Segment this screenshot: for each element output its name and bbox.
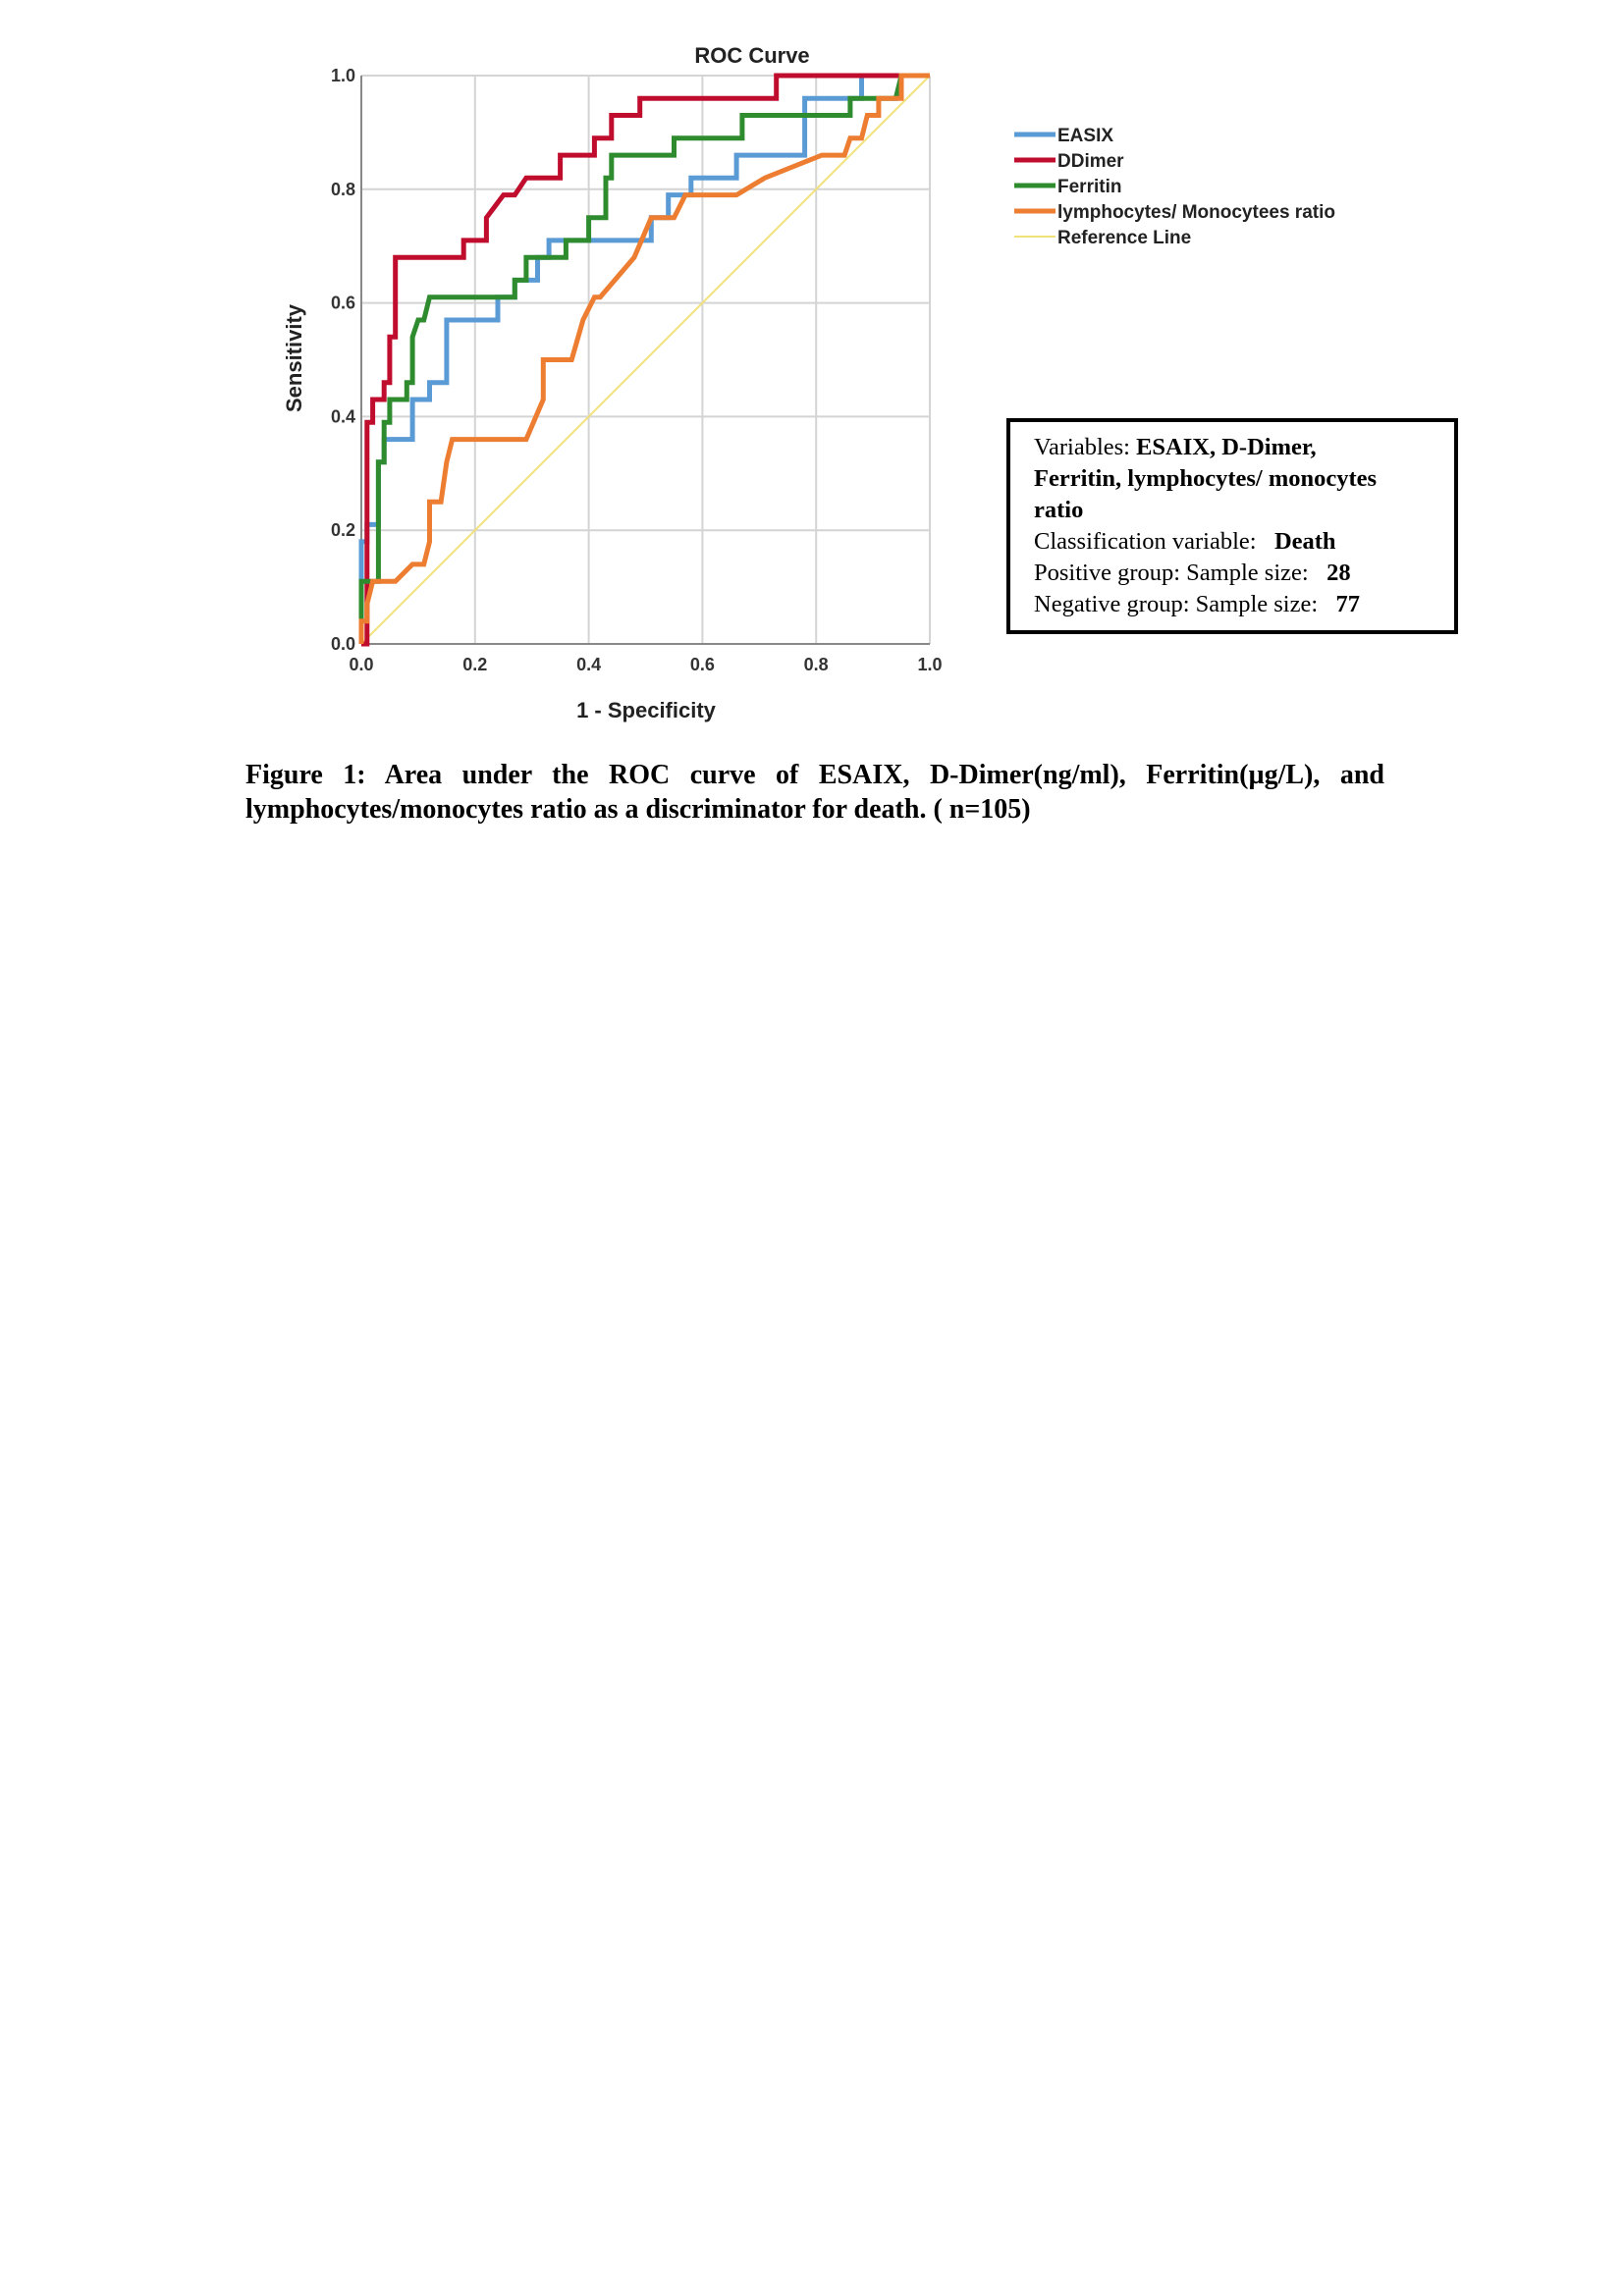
y-tick-label: 1.0 [330,66,355,85]
info-variables-label: Variables: [1034,434,1137,460]
legend-label: EASIX [1057,126,1114,146]
info-positive-value: 28 [1326,560,1351,586]
caption-line-1: Figure 1: Area under the ROC curve of ESAIX, D-Dimer(ng/ml), Ferritin(µg/L), and [245,760,1384,790]
caption-line-2: lymphocytes/monocytes ratio as a discriminator for death. ( n=105) [245,794,1031,825]
info-variables-line3: ratio [1034,497,1084,523]
info-classification-label: Classification variable: [1034,528,1257,555]
info-variables-cont2 [1034,495,1435,526]
y-tick-label: 0.2 [330,520,355,541]
roc-info-box [1006,418,1458,634]
figure-caption [245,758,1384,827]
y-tick-label: 0.6 [330,293,355,313]
info-variables-cont [1034,463,1435,495]
x-tick-label: 0.2 [462,655,488,674]
x-tick-label: 0.8 [803,655,829,674]
info-classification [1034,526,1435,558]
info-variables-line2: Ferritin, lymphocytes/ monocytes [1034,465,1378,492]
x-tick-label: 0.4 [576,655,602,674]
y-tick-label: 0.0 [330,634,355,654]
y-tick-label: 0.4 [330,406,355,427]
chart-legend [1014,126,1335,248]
chart-title: ROC Curve [694,43,810,68]
legend-label: Reference Line [1057,228,1192,248]
x-tick-label: 0.6 [689,655,715,674]
x-tick-label: 1.0 [917,655,943,674]
info-positive-label: Positive group: Sample size: [1034,560,1309,586]
info-variables-line1: ESAIX, D-Dimer, [1136,434,1317,460]
info-classification-value: Death [1273,528,1336,555]
info-negative-value: 77 [1335,591,1361,617]
legend-label: DDimer [1057,151,1124,172]
legend-label: Ferritin [1057,177,1122,197]
info-negative-label: Negative group: Sample size: [1034,591,1319,617]
x-axis-label: 1 - Specificity [576,698,716,722]
info-positive [1034,558,1435,589]
y-tick-label: 0.8 [330,179,355,199]
legend-label: lymphocytes/ Monocytees ratio [1057,202,1335,223]
info-variables [1034,432,1435,463]
info-negative [1034,589,1435,620]
y-axis-label: Sensitivity [282,303,306,413]
x-tick-label: 0.0 [349,655,374,674]
